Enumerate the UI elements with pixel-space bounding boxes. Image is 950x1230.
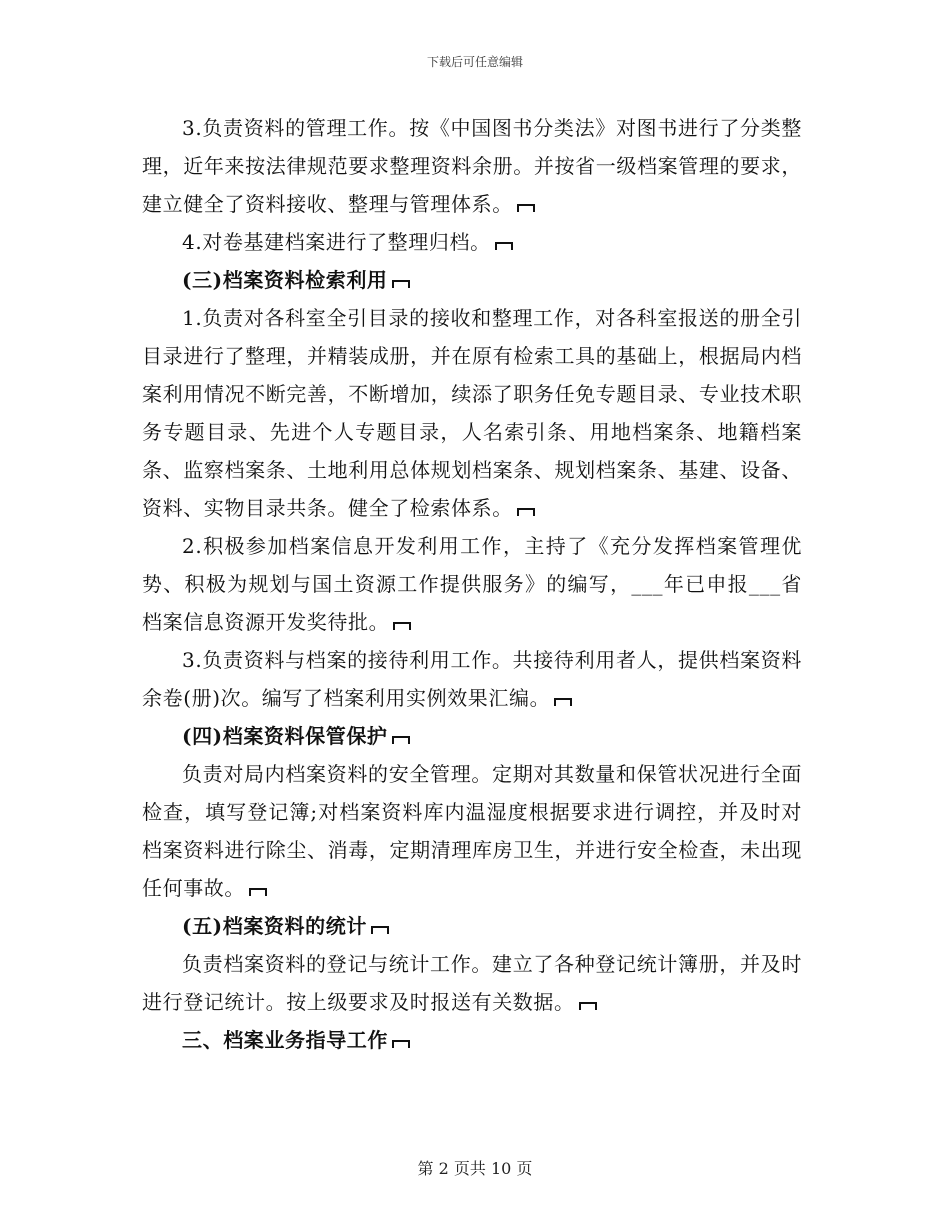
heading-text: 三、档案业务指导工作	[182, 1028, 388, 1052]
paragraph-mark-icon	[495, 242, 513, 250]
page-footer: 第 2 页共 10 页	[417, 1159, 533, 1178]
paragraph-mark-icon	[517, 204, 535, 212]
section-heading-guidance	[142, 1021, 802, 1059]
paragraph-text: 3.负责资料与档案的接待利用工作。共接待利用者人，提供档案资料余卷(册)次。编写了档案利用实例效果汇编。	[142, 648, 802, 710]
page-header: 下载后可任意编辑	[426, 55, 523, 69]
paragraph-text: 2.积极参加档案信息开发利用工作，主持了《充分发挥档案管理优势、积极为规划与国土资源工作提供服务》的编写，___年已申报___省档案信息资源开发奖待批。	[142, 534, 802, 634]
paragraph-text: 4.对卷基建档案进行了整理归档。	[182, 230, 491, 254]
paragraph-information-development	[142, 527, 802, 641]
section-heading-statistics	[142, 907, 802, 945]
paragraph-text: 负责档案资料的登记与统计工作。建立了各种登记统计簿册，并及时进行登记统计。按上级要求及时报送有关数据。	[142, 952, 802, 1014]
heading-text: (三)档案资料检索利用	[182, 268, 388, 292]
paragraph-mark-icon	[554, 698, 572, 706]
paragraph-mark-icon	[392, 736, 410, 744]
paragraph-mark-icon	[392, 280, 410, 288]
paragraph-catalog-work	[142, 299, 802, 527]
heading-text: (五)档案资料的统计	[182, 914, 367, 938]
paragraph-infrastructure-archive	[142, 223, 802, 261]
paragraph-text: 负责对局内档案资料的安全管理。定期对其数量和保管状况进行全面检查，填写登记簿;对档案资料库内温湿度根据要求进行调控，并及时对档案资料进行除尘、消毒，定期清理库房卫生，并进行安全检查，未出现任何事故。	[142, 762, 802, 900]
paragraph-text: 3.负责资料的管理工作。按《中国图书分类法》对图书进行了分类整理，近年来按法律规范要求整理资料余册。并按省一级档案管理的要求，建立健全了资料接收、整理与管理体系。	[142, 116, 802, 216]
paragraph-mark-icon	[392, 1040, 410, 1048]
paragraph-mark-icon	[579, 1002, 597, 1010]
paragraph-safety-management	[142, 755, 802, 907]
paragraph-text: 1.负责对各科室全引目录的接收和整理工作，对各科室报送的册全引目录进行了整理，并精装成册，并在原有检索工具的基础上，根据局内档案利用情况不断完善，不断增加，续添了职务任免专题目录、专业技术职务专题目录、先进个人专题目录，人名索引条、用地档案条、地籍档案条、监察档案条、土地利用总体规划档案条、规划档案条、基建、设备、资料、实物目录共条。健全了检索体系。	[142, 306, 802, 520]
paragraph-registration-statistics	[142, 945, 802, 1021]
paragraph-resource-management	[142, 109, 802, 223]
paragraph-mark-icon	[371, 926, 389, 934]
paragraph-mark-icon	[517, 508, 535, 516]
section-heading-storage	[142, 717, 802, 755]
document-body	[142, 109, 802, 1059]
paragraph-mark-icon	[393, 622, 411, 630]
section-heading-retrieval	[142, 261, 802, 299]
heading-text: (四)档案资料保管保护	[182, 724, 388, 748]
paragraph-reception-usage	[142, 641, 802, 717]
paragraph-mark-icon	[249, 888, 267, 896]
